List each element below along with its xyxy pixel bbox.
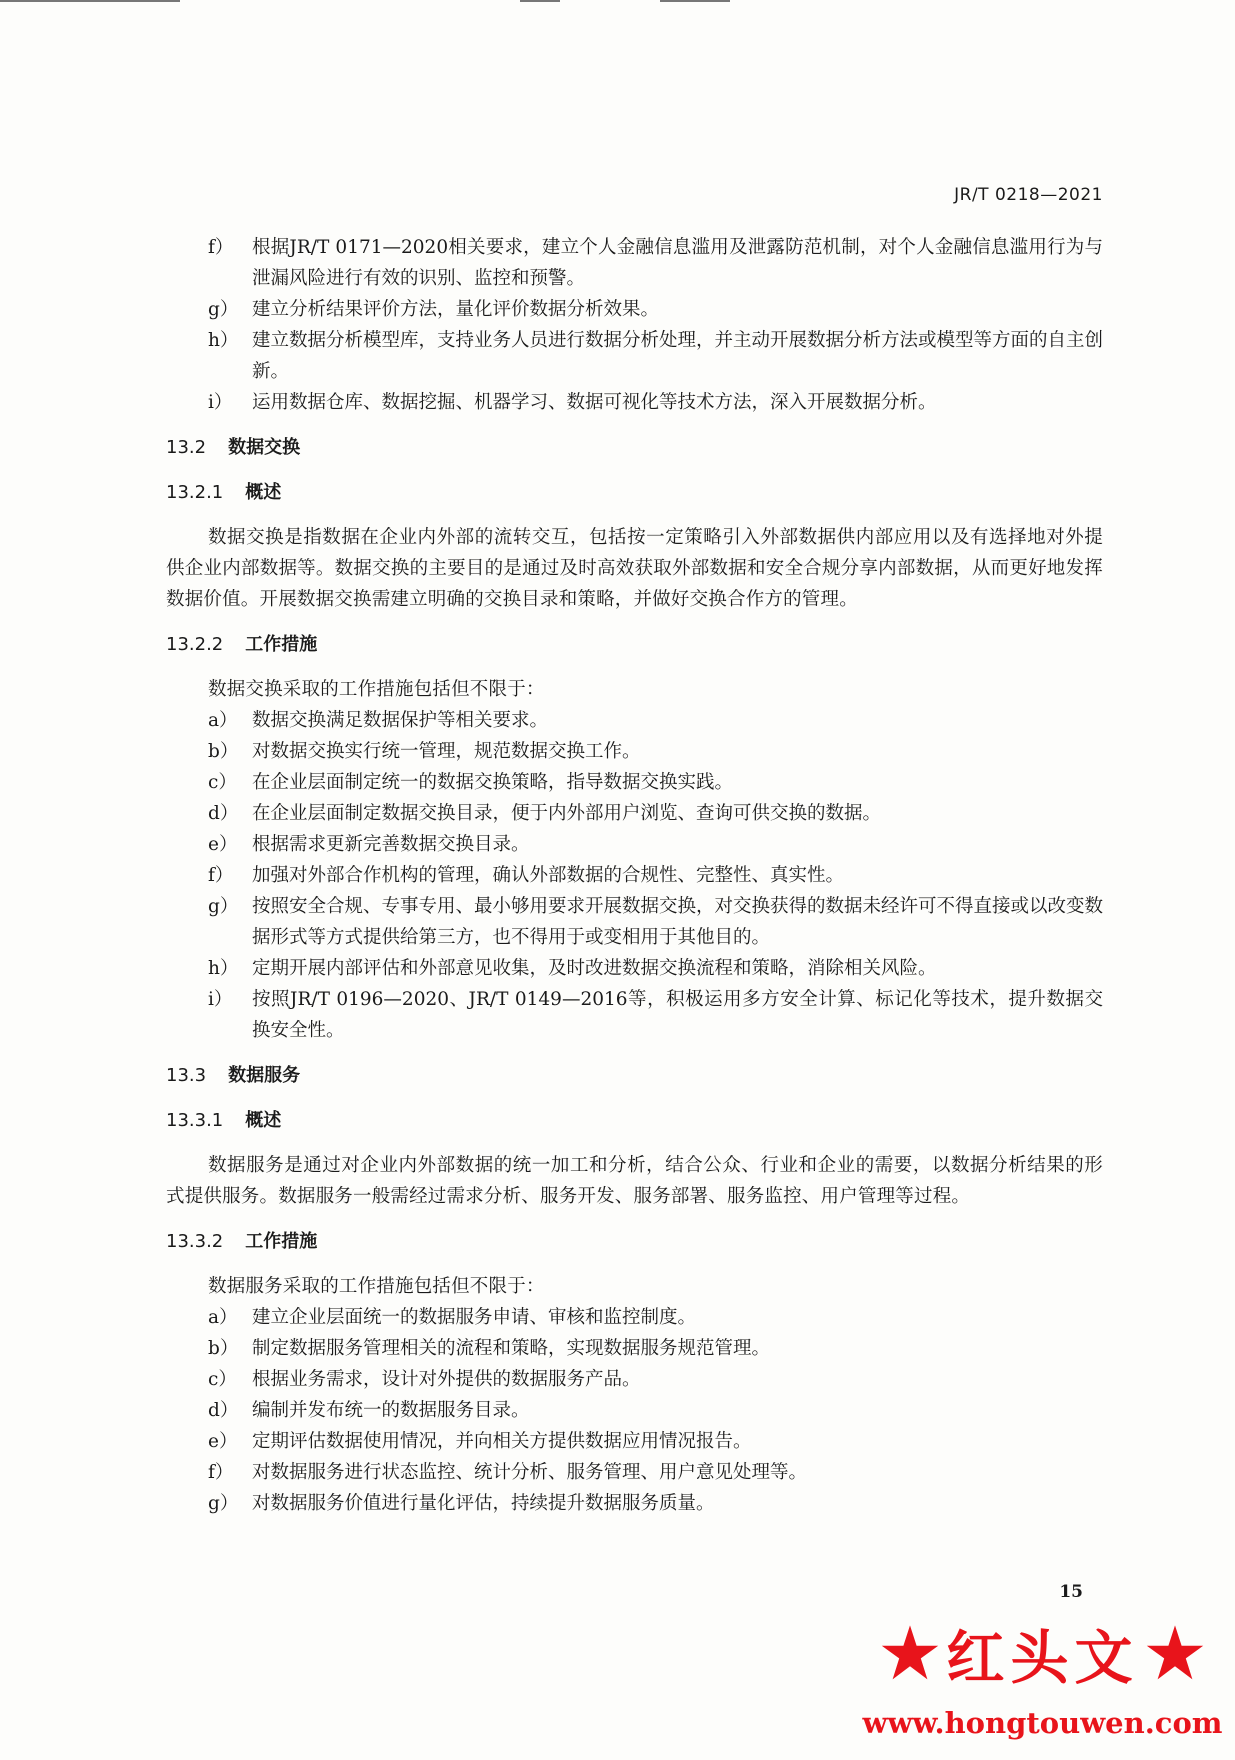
document-body xyxy=(166,232,1103,1519)
list-item-label: i） xyxy=(208,392,233,413)
star-icon xyxy=(1145,1623,1205,1683)
list-item xyxy=(208,984,1103,1046)
list-item-text: 编制并发布统一的数据服务目录。 xyxy=(252,1400,530,1421)
watermark-url: www.hongtouwen.com xyxy=(862,1706,1223,1740)
section-number: 13.3.1 xyxy=(166,1110,224,1131)
list-item-text: 制定数据服务管理相关的流程和策略，实现数据服务规范管理。 xyxy=(252,1338,771,1359)
list-item-label: a） xyxy=(208,710,238,731)
list-item-text: 对数据交换实行统一管理，规范数据交换工作。 xyxy=(252,741,641,762)
list-item xyxy=(208,232,1103,294)
list-item xyxy=(208,1333,1103,1364)
section-heading-13-3 xyxy=(166,1060,1103,1091)
list-item-label: f） xyxy=(208,237,234,258)
list-item-text: 根据JR/T 0171—2020相关要求，建立个人金融信息滥用及泄露防范机制，对个人金融信息滥用行为与泄漏风险进行有效的识别、监控和预警。 xyxy=(252,237,1103,289)
list-item xyxy=(208,387,1103,418)
list-item xyxy=(208,1395,1103,1426)
star-icon xyxy=(880,1623,940,1683)
list-item xyxy=(208,829,1103,860)
list-item xyxy=(208,736,1103,767)
section-number: 13.2.2 xyxy=(166,634,224,655)
list-item-text: 运用数据仓库、数据挖掘、机器学习、数据可视化等技术方法，深入开展数据分析。 xyxy=(252,392,937,413)
list-item-label: h） xyxy=(208,958,239,979)
list-item-label: a） xyxy=(208,1307,238,1328)
list-13-1-continued xyxy=(166,232,1103,418)
section-heading-13-2-1 xyxy=(166,477,1103,508)
list-item xyxy=(208,767,1103,798)
list-item-text: 数据交换满足数据保护等相关要求。 xyxy=(252,710,549,731)
section-title: 工作措施 xyxy=(245,1231,318,1252)
list-item xyxy=(208,1488,1103,1519)
section-heading-13-2-2 xyxy=(166,629,1103,660)
list-item-label: g） xyxy=(208,1493,239,1514)
paragraph-13-2-1: 数据交换是指数据在企业内外部的流转交互，包括按一定策略引入外部数据供内部应用以及有选择地对外提供企业内部数据等。数据交换的主要目的是通过及时高效获取外部数据和安全合规分享内部数据，从而更好地发挥数据价值。开展数据交换需建立明确的交换目录和策略，并做好交换合作方的管理。 xyxy=(166,527,1103,610)
section-number: 13.2.1 xyxy=(166,482,224,503)
intro-13-3-2: 数据服务采取的工作措施包括但不限于： xyxy=(208,1276,545,1297)
list-item-label: e） xyxy=(208,1431,238,1452)
list-item-label: d） xyxy=(208,1400,239,1421)
list-item xyxy=(208,1426,1103,1457)
list-item-label: b） xyxy=(208,1338,239,1359)
section-title: 概述 xyxy=(245,1110,282,1131)
list-item-text: 按照JR/T 0196—2020、JR/T 0149—2016等，积极运用多方安全计算、标记化等技术，提升数据交换安全性。 xyxy=(252,989,1103,1041)
list-item-text: 建立企业层面统一的数据服务申请、审核和监控制度。 xyxy=(252,1307,697,1328)
list-item xyxy=(208,325,1103,387)
list-item-text: 加强对外部合作机构的管理，确认外部数据的合规性、完整性、真实性。 xyxy=(252,865,845,886)
section-title: 数据服务 xyxy=(228,1065,301,1086)
list-item-label: h） xyxy=(208,330,239,351)
list-item-label: c） xyxy=(208,1369,237,1390)
list-item xyxy=(208,953,1103,984)
list-item-text: 对数据服务价值进行量化评估，持续提升数据服务质量。 xyxy=(252,1493,715,1514)
list-item-label: e） xyxy=(208,834,238,855)
section-heading-13-3-2 xyxy=(166,1226,1103,1257)
list-item-text: 在企业层面制定统一的数据交换策略，指导数据交换实践。 xyxy=(252,772,734,793)
list-item-text: 定期开展内部评估和外部意见收集，及时改进数据交换流程和策略，消除相关风险。 xyxy=(252,958,937,979)
section-title: 数据交换 xyxy=(228,437,301,458)
section-number: 13.2 xyxy=(166,437,207,458)
top-scan-edge xyxy=(0,0,1235,2)
list-item xyxy=(208,1457,1103,1488)
list-item xyxy=(208,798,1103,829)
section-heading-13-3-1 xyxy=(166,1105,1103,1136)
watermark-title: 红头文 xyxy=(946,1624,1139,1692)
list-item-label: c） xyxy=(208,772,237,793)
list-item xyxy=(208,705,1103,736)
section-title: 概述 xyxy=(245,482,282,503)
list-item xyxy=(208,294,1103,325)
list-item-text: 根据业务需求，设计对外提供的数据服务产品。 xyxy=(252,1369,641,1390)
section-number: 13.3.2 xyxy=(166,1231,224,1252)
list-item xyxy=(208,1364,1103,1395)
list-item xyxy=(208,891,1103,953)
page-number: 15 xyxy=(1059,1582,1083,1602)
list-item-label: i） xyxy=(208,989,233,1010)
standard-code: JR/T 0218—2021 xyxy=(954,185,1103,205)
intro-13-2-2: 数据交换采取的工作措施包括但不限于： xyxy=(208,679,545,700)
list-item-text: 按照安全合规、专事专用、最小够用要求开展数据交换，对交换获得的数据未经许可不得直接或以改变数据形式等方式提供给第三方，也不得用于或变相用于其他目的。 xyxy=(252,896,1104,948)
watermark-title-row xyxy=(850,1608,1235,1698)
paragraph-13-3-1: 数据服务是通过对企业内外部数据的统一加工和分析，结合公众、行业和企业的需要，以数据分析结果的形式提供服务。数据服务一般需经过需求分析、服务开发、服务部署、服务监控、用户管理等过程。 xyxy=(166,1155,1103,1207)
list-item-label: d） xyxy=(208,803,239,824)
list-item-label: g） xyxy=(208,299,239,320)
section-title: 工作措施 xyxy=(245,634,318,655)
list-item-label: b） xyxy=(208,741,239,762)
list-item-label: g） xyxy=(208,896,239,917)
list-item-text: 对数据服务进行状态监控、统计分析、服务管理、用户意见处理等。 xyxy=(252,1462,808,1483)
section-heading-13-2 xyxy=(166,432,1103,463)
section-number: 13.3 xyxy=(166,1065,207,1086)
list-item-text: 建立分析结果评价方法，量化评价数据分析效果。 xyxy=(252,299,660,320)
list-13-2-2 xyxy=(166,705,1103,1046)
list-item xyxy=(208,1302,1103,1333)
list-13-3-2 xyxy=(166,1302,1103,1519)
list-item-label: f） xyxy=(208,865,234,886)
list-item-text: 定期评估数据使用情况，并向相关方提供数据应用情况报告。 xyxy=(252,1431,752,1452)
list-item-label: f） xyxy=(208,1462,234,1483)
list-item-text: 建立数据分析模型库，支持业务人员进行数据分析处理，并主动开展数据分析方法或模型等方面的自主创新。 xyxy=(252,330,1104,382)
list-item-text: 根据需求更新完善数据交换目录。 xyxy=(252,834,530,855)
list-item-text: 在企业层面制定数据交换目录，便于内外部用户浏览、查询可供交换的数据。 xyxy=(252,803,882,824)
watermark-logo xyxy=(850,1608,1235,1760)
list-item xyxy=(208,860,1103,891)
